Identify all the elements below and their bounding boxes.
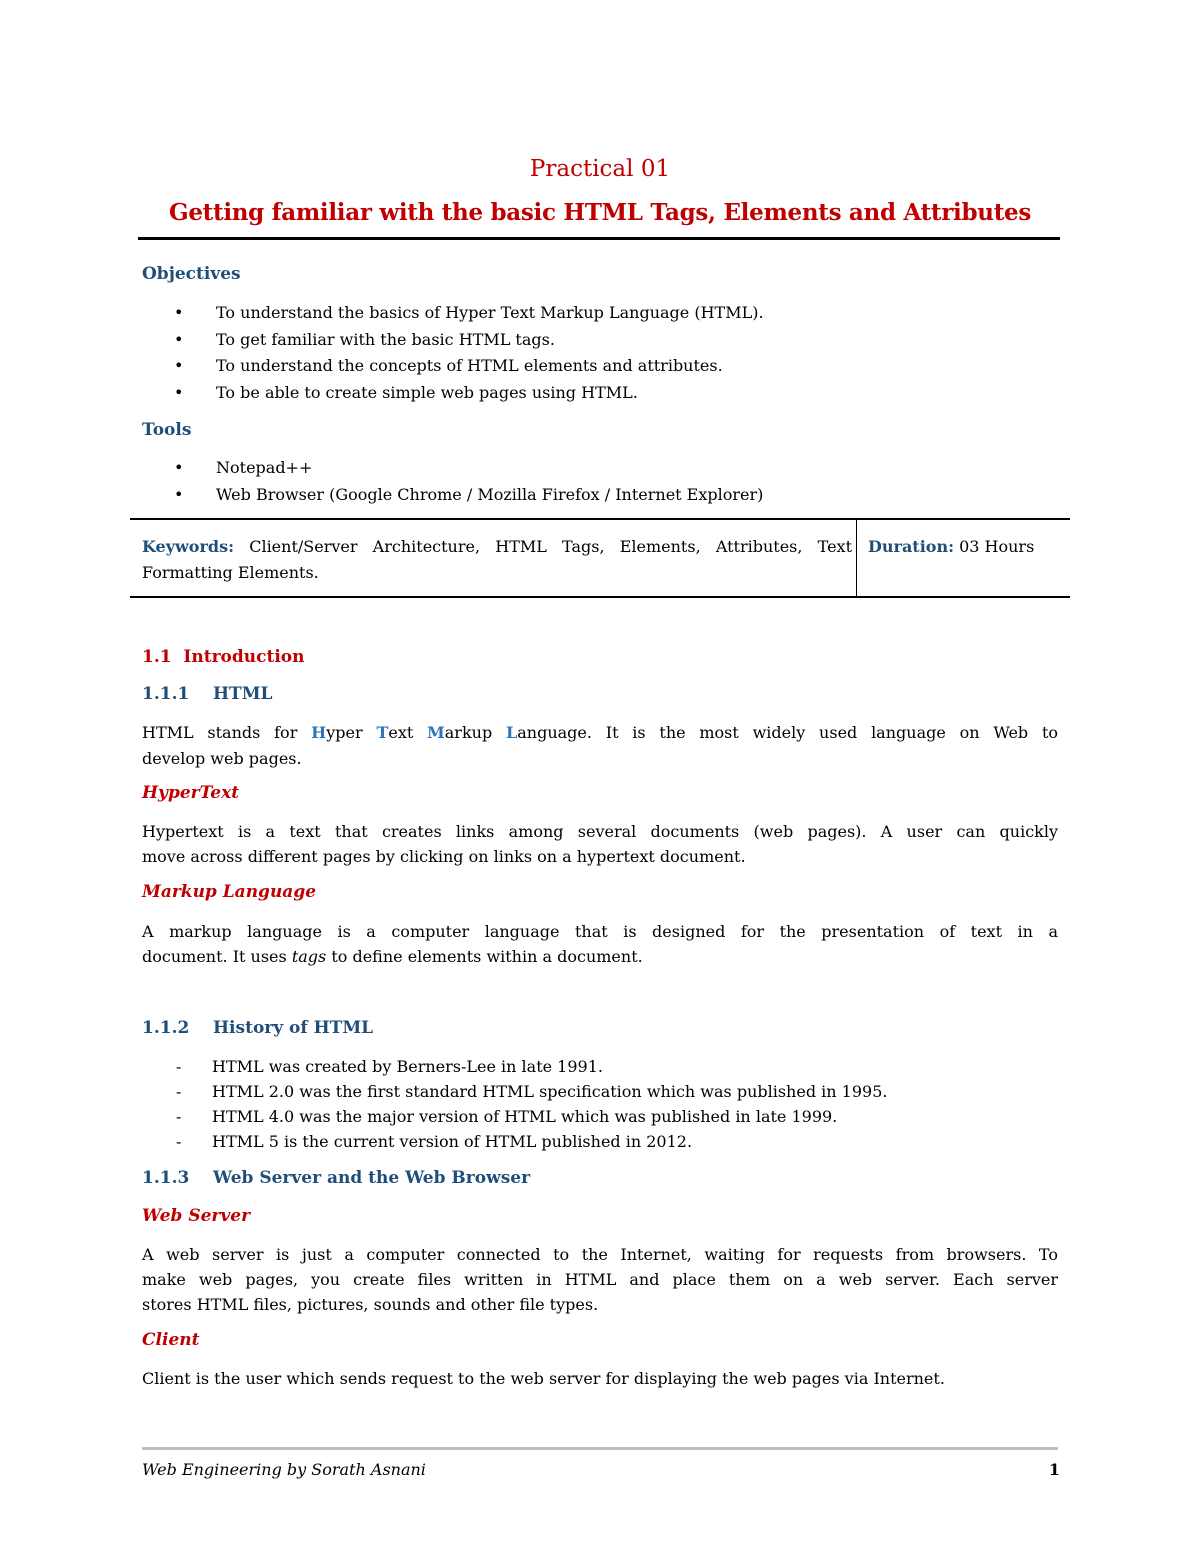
list-item: • Web Browser (Google Chrome / Mozilla Firefox / Internet Explorer)	[142, 482, 763, 509]
markup-line1: A markup language is a computer language that is designed for the presentation of text in a	[142, 922, 1058, 941]
intro-heading: 1.1 Introduction	[142, 647, 305, 667]
dash-icon: -	[176, 1057, 182, 1076]
duration-value: 03 Hours	[959, 537, 1035, 556]
list-item: • Notepad++	[142, 455, 763, 482]
history-list	[142, 1054, 887, 1154]
html-paragraph-line2: develop web pages.	[142, 749, 302, 768]
list-item: • To be able to create simple web pages using HTML.	[142, 380, 764, 407]
info-table	[130, 518, 1070, 598]
page-number: 1	[1048, 1460, 1060, 1479]
html-section-heading: HTML	[213, 684, 273, 704]
footer-rule	[142, 1447, 1058, 1450]
list-item: - HTML 2.0 was the first standard HTML specification which was published in 1995.	[142, 1079, 887, 1104]
tools-list	[142, 455, 763, 508]
dash-icon: -	[176, 1082, 182, 1101]
history-heading: History of HTML	[213, 1018, 374, 1038]
keywords-cell	[142, 534, 852, 586]
markup-heading: Markup Language	[142, 882, 317, 902]
table-divider	[856, 520, 857, 596]
keywords-label: Keywords:	[142, 537, 235, 556]
hypertext-heading: HyperText	[142, 783, 240, 803]
practical-number: Practical 01	[529, 156, 671, 182]
bullet-icon: •	[174, 356, 184, 375]
webserver-line2: make web pages, you create files written in HTML and place them on a web server. Each server	[142, 1270, 1058, 1289]
duration-label: Duration:	[868, 537, 954, 556]
bullet-icon: •	[174, 303, 184, 322]
list-item: - HTML 4.0 was the major version of HTML which was published in late 1999.	[142, 1104, 887, 1129]
bullet-icon: •	[174, 458, 184, 477]
title-rule	[138, 237, 1060, 240]
markup-line2: document. It uses tags to define elements within a document.	[142, 947, 643, 966]
objectives-list	[142, 300, 764, 406]
list-item: • To understand the basics of Hyper Text Markup Language (HTML).	[142, 300, 764, 327]
keywords-value: Client/Server Architecture, HTML Tags, Elements, Attributes, Text Formatting Elements.	[142, 537, 852, 582]
webserver-line3: stores HTML files, pictures, sounds and other file types.	[142, 1295, 599, 1314]
bullet-icon: •	[174, 382, 184, 402]
html-section-number: 1.1.1	[142, 684, 190, 704]
client-subheading: Client	[142, 1330, 200, 1350]
objectives-heading: Objectives	[142, 264, 241, 284]
hypertext-line2: move across different pages by clicking on links on a hypertext document.	[142, 847, 746, 866]
webserver-subheading: Web Server	[142, 1206, 251, 1226]
hypertext-line1: Hypertext is a text that creates links among several documents (web pages). A user can quickly	[142, 822, 1058, 841]
webserver-heading: Web Server and the Web Browser	[213, 1168, 531, 1188]
list-item: - HTML was created by Berners-Lee in late 1991.	[142, 1054, 887, 1079]
dash-icon: -	[176, 1107, 182, 1126]
tools-heading: Tools	[142, 420, 192, 440]
list-item: • To understand the concepts of HTML elements and attributes.	[142, 353, 764, 380]
client-line: Client is the user which sends request to the web server for displaying the web pages via Internet.	[142, 1369, 945, 1388]
duration-cell	[868, 534, 1034, 560]
page-title: Getting familiar with the basic HTML Tags, Elements and Attributes	[169, 199, 1031, 226]
history-section-number: 1.1.2	[142, 1018, 190, 1038]
html-paragraph-line1: HTML stands for Hyper Text Markup Language. It is the most widely used language on Web to	[142, 723, 1059, 742]
dash-icon: -	[176, 1132, 182, 1151]
list-item: - HTML 5 is the current version of HTML published in 2012.	[142, 1129, 887, 1154]
webserver-line1: A web server is just a computer connected to the Internet, waiting for requests from browsers. To	[142, 1245, 1058, 1264]
list-item: • To get familiar with the basic HTML tags.	[142, 327, 764, 354]
bullet-icon: •	[174, 329, 184, 349]
footer-author: Web Engineering by Sorath Asnani	[142, 1460, 426, 1479]
webserver-section-number: 1.1.3	[142, 1168, 190, 1188]
bullet-icon: •	[174, 484, 184, 504]
